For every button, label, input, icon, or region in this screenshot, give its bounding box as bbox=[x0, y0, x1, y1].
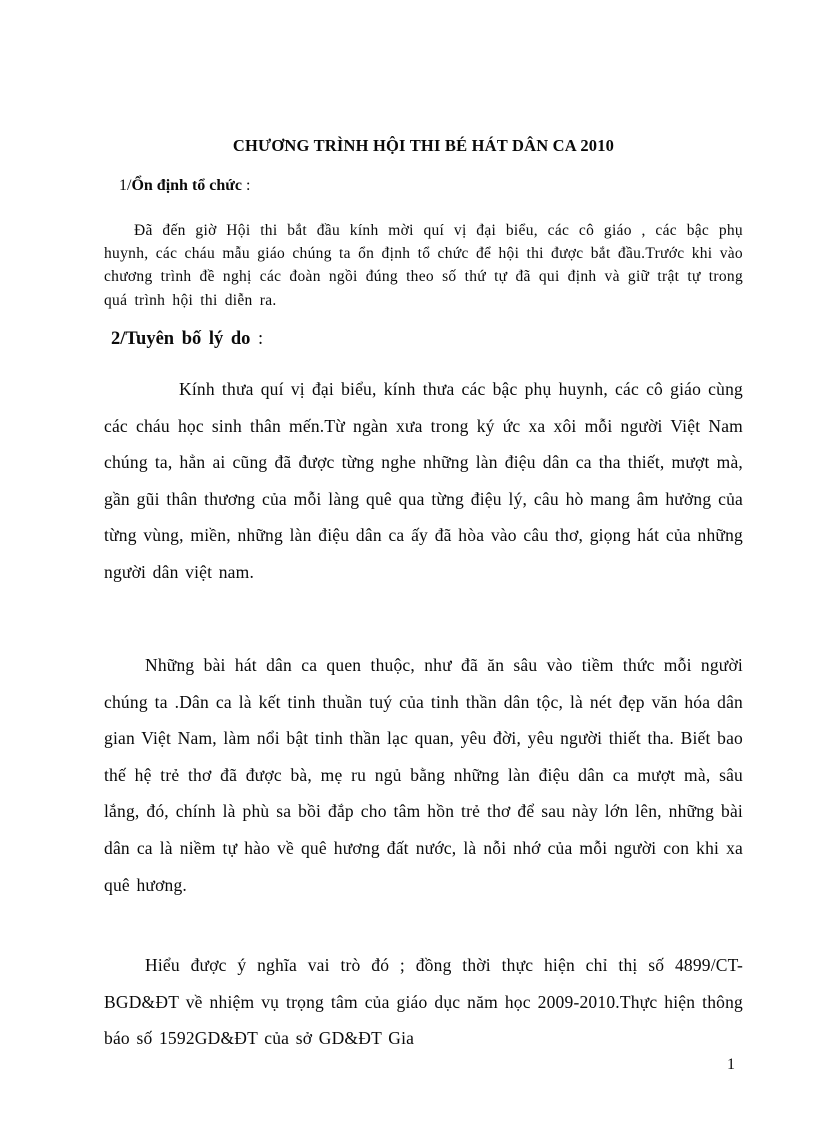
section-2-heading-text: 2/Tuyên bố lý do bbox=[111, 329, 251, 349]
section-1-number: 1/ bbox=[119, 177, 132, 194]
section-1-heading-colon: : bbox=[241, 177, 251, 194]
section-2-paragraph-2: Những bài hát dân ca quen thuộc, như đã ăn sâu vào tiềm thức mỗi người chúng ta .Dân ca là kết tinh thuần tuý của tinh thần dân tộc, là nét đẹp văn hóa dân gian Việt Nam, làm nổi bật tinh thần lạc quan, yêu đời, yêu người thiết tha. Biết bao thế hệ trẻ thơ đã được bà, mẹ ru ngủ bằng những làn điệu dân ca mượt mà, sâu lắng, đó, chính là phù sa bồi đắp cho tâm hồn trẻ thơ để sau này lớn lên, những bài dân ca là niềm tự hào về quê hương đất nước, là nỗi nhớ của mỗi người con khi xa quê hương. bbox=[104, 655, 743, 895]
section-2-paragraph-3: Hiểu được ý nghĩa vai trò đó ; đồng thời thực hiện chỉ thị số 4899/CT-BGD&ĐT về nhiệm vụ trọng tâm của giáo dục năm học 2009-2010.Thực hiện thông báo số 1592GD&ĐT của sở GD&ĐT Gia bbox=[104, 955, 743, 1049]
page-number: 1 bbox=[727, 1056, 735, 1073]
section-2-paragraph-1: Kính thưa quí vị đại biểu, kính thưa các bậc phụ huynh, các cô giáo cùng các cháu học sinh thân mến.Từ ngàn xưa trong ký ức xa xôi mỗi người Việt Nam chúng ta, hẳn ai cũng đã được từng nghe những làn điệu dân ca tha thiết, mượt mà, gần gũi thân thương của mỗi làng quê qua từng điệu lý, câu hò mang âm hưởng của từng vùng, miền, những làn điệu dân ca ấy đã hòa vào câu thơ, giọng hát của những người dân việt nam. bbox=[104, 379, 743, 582]
section-2-heading-colon: : bbox=[250, 329, 264, 349]
section-1-heading-text: Ổn định tổ chức bbox=[131, 177, 242, 194]
document-title: CHƯƠNG TRÌNH HỘI THI BÉ HÁT DÂN CA 2010 bbox=[232, 136, 615, 155]
section-2-heading bbox=[104, 329, 750, 350]
section-1-heading bbox=[104, 177, 758, 195]
section-1-paragraph: Đã đến giờ Hội thi bắt đầu kính mời quí vị đại biểu, các cô giáo , các bậc phụ huynh, các cháu mẫu giáo chúng ta ổn định tổ chức để hội thi được bắt đầu.Trước khi vào chương trình đề nghị các đoàn ngồi đúng theo số thứ tự đã qui định và giữ trật tự trong quá trình hội thi diễn ra. bbox=[104, 222, 743, 309]
